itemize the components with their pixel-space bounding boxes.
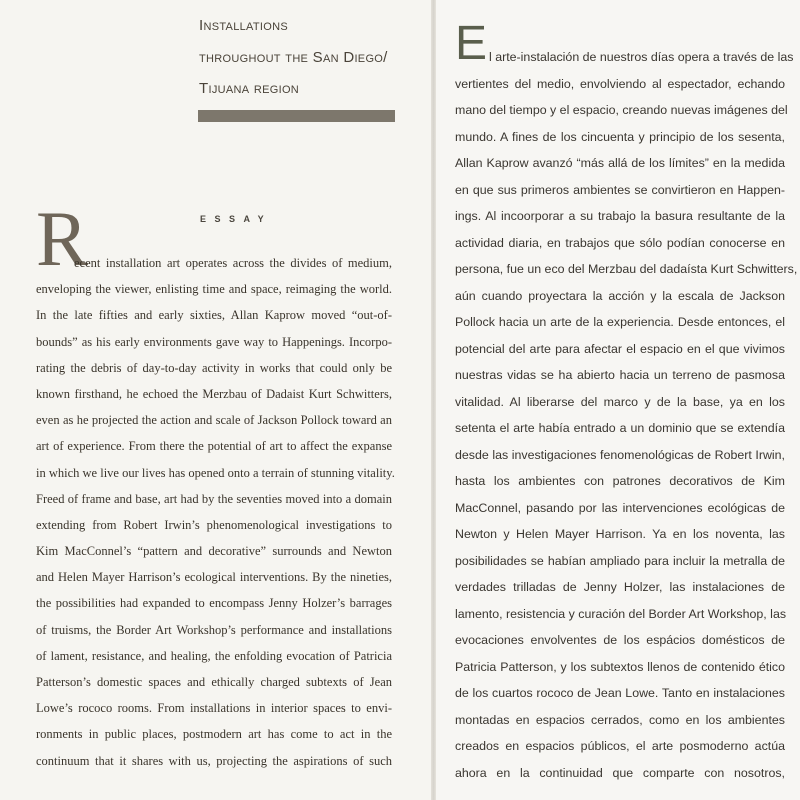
spanish-text-line: l arte-instalación de nuestros días opera a través de las <box>489 50 794 64</box>
spanish-text-line: nuestras vidas se ha abierto hacia un terreno de pasmosa <box>455 368 785 382</box>
english-text-line: In the late fifties and early sixties, Allan Kaprow moved “out-of- <box>36 308 392 323</box>
spanish-text-line: persona, fue un eco del Merzbau del dadaísta Kurt Schwitters, <box>455 262 798 276</box>
spanish-text-line: desde las investigaciones fenomenológicas de Robert Irwin, <box>455 447 785 462</box>
spanish-text-line: en que sus primeros ambientes se convirtieron en Happen- <box>455 182 785 197</box>
spanish-text-line: montadas en espacios cerrados, como en los ambientes <box>455 712 785 727</box>
heading-line-2: throughout the San Diego/ <box>199 48 388 66</box>
english-text-line: Kim MacConnel’s “pattern and decorative” surrounds and Newton <box>36 544 392 559</box>
english-text-line: the possibilities had expanded to encompass Jenny Holzer’s barrages <box>36 596 392 611</box>
english-text-line: art of experience. From there the potential of art to affect the expanse <box>36 439 392 454</box>
spanish-text-line: Patricia Patterson, y los subtextos llenos de contenido ético <box>455 659 785 674</box>
spanish-essay-text <box>455 44 798 786</box>
heading-rule-bar <box>198 110 395 122</box>
spanish-text-line: setenta el arte había entrado a un dominio que se extendía <box>455 421 785 435</box>
english-text-line: and Helen Mayer Harrison’s ecological interventions. By the nineties, <box>36 570 392 585</box>
spanish-text-line: verdades trilladas de Jenny Holzer, las instalaciones de <box>455 580 785 594</box>
spanish-text-line: aún cuando proyectara la acción y la escala de Jackson <box>455 288 785 303</box>
english-text-line: Lowe’s rococo rooms. From installations in interior spaces to envi- <box>36 701 392 716</box>
spanish-text-line: de los cuartos rococo de Jean Lowe. Tanto en instalaciones <box>455 686 785 700</box>
spanish-text-line: mano del tiempo y el espacio, creando nuevas imágenes del <box>455 103 788 117</box>
heading-line-3: Tijuana region <box>199 80 300 97</box>
heading-line-1: Installations <box>199 17 288 34</box>
spanish-text-line: Allan Kaprow avanzó “más allá de los límites” en la medida <box>455 156 785 170</box>
spanish-text-line: vertientes del medio, envolviendo al espectador, echando <box>455 76 785 91</box>
spanish-text-line: actividad diaria, en trabajos que sólo podían conocerse en <box>455 235 785 250</box>
english-essay-text <box>36 250 395 774</box>
spanish-text-line: Pollock hacia un arte de la experiencia. Desde entonces, el <box>455 315 785 329</box>
english-drop-cap: R <box>36 195 89 282</box>
spanish-text-line: vitalidad. Al liberarse del marco y de la base, ya en los <box>455 394 785 409</box>
section-heading <box>199 10 429 105</box>
spanish-text-line: potencial del arte para afectar el espacio en el que vivimos <box>455 341 785 356</box>
english-text-line: extending from Robert Irwin’s phenomenological investigations to <box>36 517 392 532</box>
essay-label: ESSAY <box>200 214 273 224</box>
english-text-line: ronments in public places, postmodern art has come to act in the <box>36 727 392 742</box>
spanish-text-line: Newton y Helen Mayer Harrison. Ya en los noventa, las <box>455 527 785 541</box>
english-text-line: known firsthand, he echoed the Merzbau of Dadaist Kurt Schwitters, <box>36 386 392 401</box>
spanish-text-line: posibilidades se habían ampliado para incluir la metralla de <box>455 553 785 568</box>
spanish-text-line: ings. Al incoorporar a su trabajo la basura resultante de la <box>455 209 785 223</box>
english-text-line: enveloping the viewer, enlisting time and space, reimaging the world. <box>36 282 392 297</box>
spanish-text-line: mundo. A fines de los cincuenta y principio de los sesenta, <box>455 129 785 144</box>
spanish-text-line: hasta los ambientes con patrones decorativos de Kim <box>455 474 785 488</box>
english-text-line: of truisms, the Border Art Workshop’s performance and installations <box>36 622 392 637</box>
spanish-text-line: lamento, resistencia y curación del Border Art Workshop, las <box>455 606 787 621</box>
english-text-line: ecent installation art operates across the divides of medium, <box>74 256 392 270</box>
spanish-text-line: ahora en la continuidad que comparte con nosotros, <box>455 765 785 780</box>
english-text-line: Freed of frame and base, art had by the seventies moved into a domain <box>36 491 392 506</box>
english-text-line: in which we live our lives has opened onto a terrain of stunning vitality. <box>36 465 395 480</box>
spanish-text-line: MacConnel, pasando por las intervenciones ecológicas de <box>455 500 785 515</box>
spanish-text-line: evocaciones envolventes de los espácios domésticos de <box>455 633 785 647</box>
english-text-line: bounds” as his early environments gave way to Happenings. Incorpo- <box>36 334 392 349</box>
spanish-text-line: creados en espacios públicos, el arte posmoderno actúa <box>455 739 785 753</box>
spanish-drop-cap: E <box>455 17 488 70</box>
english-text-line: continuum that it shares with us, projecting the aspirations of such <box>36 753 392 768</box>
english-text-line: even as he projected the action and scale of Jackson Pollock toward an <box>36 413 392 428</box>
english-text-line: rating the debris of day-to-day activity in works that could only be <box>36 360 392 375</box>
english-text-line: of lament, resistance, and healing, the enfolding evocation of Patricia <box>36 648 392 663</box>
english-text-line: Patterson’s domestic spaces and ethically charged subtexts of Jean <box>36 675 392 689</box>
